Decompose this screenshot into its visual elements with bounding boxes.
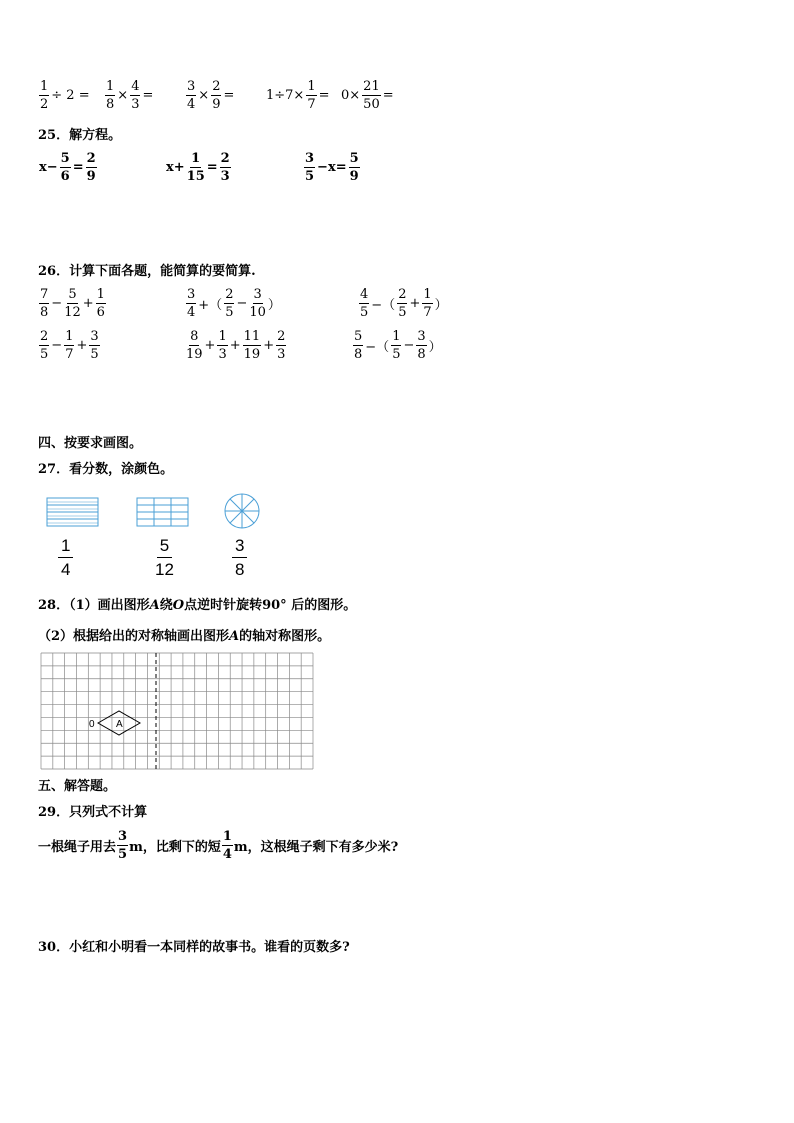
q24-expr-4: [265, 80, 331, 111]
fraction: $\frac{8}{19}$: [186, 329, 203, 362]
fraction: $\frac{3}{5}$: [90, 329, 99, 362]
q30-title: 30．小红和小明看一本同样的故事书。谁看的页数多?: [38, 940, 350, 955]
q29-title: 29．只列式不计算: [38, 805, 148, 820]
operator-text: x−: [39, 160, 58, 175]
q28-line1: 28．（1）画出图形A绕O点逆时针旋转90° 后的图形。: [38, 598, 357, 613]
operator-text: +: [82, 296, 94, 311]
operator-text: −: [51, 338, 63, 353]
fraction: $\frac{1}{15}$: [186, 151, 205, 184]
q24-expr-2: [104, 80, 154, 111]
fraction: $\frac{2}{9}$: [212, 79, 221, 112]
fraction: $\frac{21}{50}$: [363, 79, 380, 112]
operator-text: ）: [267, 298, 281, 313]
fraction: $\frac{7}{8}$: [40, 287, 49, 320]
operator-text: +: [229, 338, 241, 353]
q26-title: 26．计算下面各题，能简算的要简算.: [38, 264, 256, 279]
fraction: $\frac{3}{4}$: [187, 287, 196, 320]
q26-r2-2: [185, 330, 287, 361]
q24-expr-1: [38, 80, 91, 111]
q28-grid: [40, 652, 315, 770]
fraction: $\frac{3}{4}$: [187, 79, 196, 112]
fraction: $\frac{2}{5}$: [398, 287, 407, 320]
fraction: $\frac{4}{3}$: [131, 79, 140, 112]
operator-text: +: [76, 338, 88, 353]
fraction: $\frac{1}{3}$: [218, 329, 227, 362]
operator-text: x+: [166, 160, 185, 175]
fraction: $\frac{1}{7}$: [65, 329, 74, 362]
q25-title: 25．解方程。: [38, 128, 122, 143]
operator-text: =: [223, 88, 235, 103]
operator-text: −: [236, 296, 248, 311]
operator-text: =: [206, 160, 218, 175]
fraction: $\frac{2}{3}$: [277, 329, 286, 362]
fraction: $\frac{4}{5}$: [360, 287, 369, 320]
q26-r2-3: [352, 330, 443, 361]
operator-text: =: [72, 160, 84, 175]
q24-expr-3: [185, 80, 235, 111]
operator-text: ）: [428, 340, 442, 355]
q28-line2: （2）根据给出的对称轴画出图形A的轴对称图形。: [38, 629, 331, 644]
operator-text: =: [382, 88, 394, 103]
fraction: $\frac{1}{2}$: [40, 79, 49, 112]
fraction: $\frac{1}{6}$: [96, 287, 105, 320]
fraction: $\frac{1}{5}$: [392, 329, 401, 362]
operator-text: −x=: [317, 160, 347, 175]
rect-12-grid: [137, 498, 188, 526]
fraction: $\frac{5}{8}$: [354, 329, 363, 362]
point-o-label: 0: [89, 719, 95, 730]
fraction: $\frac{3}{5}$: [305, 151, 315, 184]
q27-frac-3: 3 8: [232, 537, 247, 578]
fraction: $\frac{3}{10}$: [249, 287, 266, 320]
fraction: $\frac{2}{5}$: [225, 287, 234, 320]
fraction: $\frac{3}{8}$: [417, 329, 426, 362]
q26-r1-2: [185, 288, 282, 319]
q27-frac-1: 1 4: [58, 537, 73, 578]
operator-text: 0×: [341, 88, 361, 103]
operator-text: ）: [434, 298, 448, 313]
operator-text: +: [204, 338, 216, 353]
operator-text: ÷ 2 =: [51, 88, 90, 103]
operator-text: −: [403, 338, 415, 353]
section4-heading: 四、按要求画图。: [38, 436, 143, 451]
fraction: $\frac{11}{19}$: [243, 329, 261, 362]
operator-text: 1÷7×: [266, 88, 305, 103]
q29-text: 一根绳子用去 $\frac{3}{5}$ m，比剩下的短 $\frac{1}{4}$ m，这根绳子剩下有多少米?: [38, 829, 399, 862]
q26-r2-1: [38, 330, 101, 361]
operator-text: =: [318, 88, 330, 103]
q27-frac-2: 5 12: [155, 536, 174, 579]
fraction: $\frac{2}{9}$: [86, 151, 96, 184]
operator-text: ×: [117, 88, 129, 103]
fraction: $\frac{5}{6}$: [60, 151, 70, 184]
section5-heading: 五、解答题。: [38, 779, 117, 794]
q26-r1-3: [358, 288, 449, 319]
fraction: $\frac{1}{8}$: [106, 79, 115, 112]
operator-text: ×: [198, 88, 210, 103]
q25-eq-1: [38, 152, 98, 183]
q26-r1-1: [38, 288, 107, 319]
fraction: $\frac{5}{9}$: [349, 151, 359, 184]
operator-text: −（: [365, 340, 390, 355]
circle-8-sectors: [225, 494, 259, 528]
q27-title: 27．看分数，涂颜色。: [38, 462, 174, 477]
fraction: $\frac{2}{3}$: [220, 151, 230, 184]
q27-figures: [40, 490, 280, 535]
fraction: $\frac{2}{5}$: [40, 329, 49, 362]
q24-expr-5: [340, 80, 395, 111]
rect-4-strips: [47, 498, 98, 526]
q25-eq-3: [303, 152, 361, 183]
fraction: $\frac{1}{7}$: [307, 79, 316, 112]
q25-eq-2: [165, 152, 232, 183]
operator-text: =: [142, 88, 154, 103]
operator-text: −（: [371, 298, 396, 313]
fraction: $\frac{5}{12}$: [64, 287, 81, 320]
operator-text: −: [51, 296, 63, 311]
operator-text: +（: [198, 298, 223, 313]
fraction: $\frac{1}{7}$: [423, 287, 432, 320]
operator-text: +: [263, 338, 275, 353]
operator-text: +: [409, 296, 421, 311]
shape-a-label: A: [116, 719, 123, 730]
